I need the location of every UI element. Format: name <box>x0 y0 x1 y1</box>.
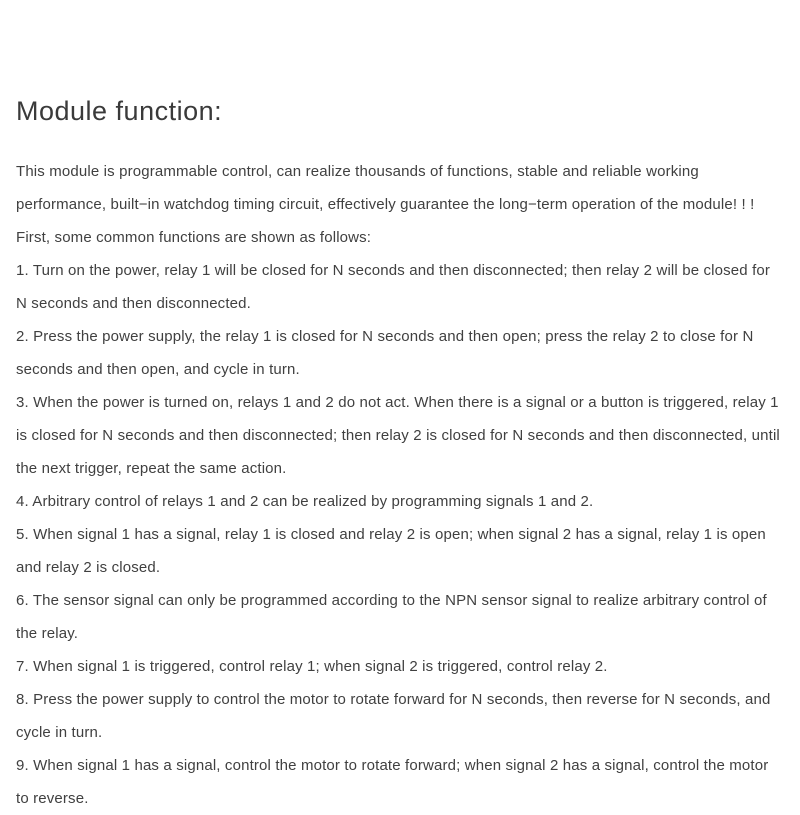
function-item-2: 2. Press the power supply, the relay 1 is closed for N seconds and then open; press the relay 2 to close for N seconds and then open, and cycle in turn. <box>16 328 754 378</box>
function-item-3: 3. When the power is turned on, relays 1 and 2 do not act. When there is a signal or a button is triggered, relay 1 is closed for N seconds and then disconnected; then relay 2 is closed for N seconds and then disconnected, until the next trigger, repeat the same action. <box>16 394 780 477</box>
intro-lead-line: First, some common functions are shown as follows: <box>16 229 372 246</box>
function-item-1: 1. Turn on the power, relay 1 will be closed for N seconds and then disconnected; then relay 2 will be closed for N seconds and then disconnected. <box>16 262 771 312</box>
function-item-8: 8. Press the power supply to control the motor to rotate forward for N seconds, then reverse for N seconds, and cycle in turn. <box>16 691 771 741</box>
function-item-6: 6. The sensor signal can only be programmed according to the NPN sensor signal to realize arbitrary control of the relay. <box>16 592 767 642</box>
page-title: Module function: <box>16 96 223 126</box>
document-body <box>16 155 784 815</box>
function-item-4: 4. Arbitrary control of relays 1 and 2 can be realized by programming signals 1 and 2. <box>16 493 594 510</box>
function-item-5: 5. When signal 1 has a signal, relay 1 is closed and relay 2 is open; when signal 2 has a signal, relay 1 is open and relay 2 is closed. <box>16 526 766 576</box>
function-item-9: 9. When signal 1 has a signal, control the motor to rotate forward; when signal 2 has a signal, control the motor to reverse. <box>16 757 769 807</box>
function-item-7: 7. When signal 1 is triggered, control relay 1; when signal 2 is triggered, control relay 2. <box>16 658 608 675</box>
intro-paragraph: This module is programmable control, can realize thousands of functions, stable and reliable working performance, built−in watchdog timing circuit, effectively guarantee the long−term operation of the module! ! ! <box>16 163 755 213</box>
